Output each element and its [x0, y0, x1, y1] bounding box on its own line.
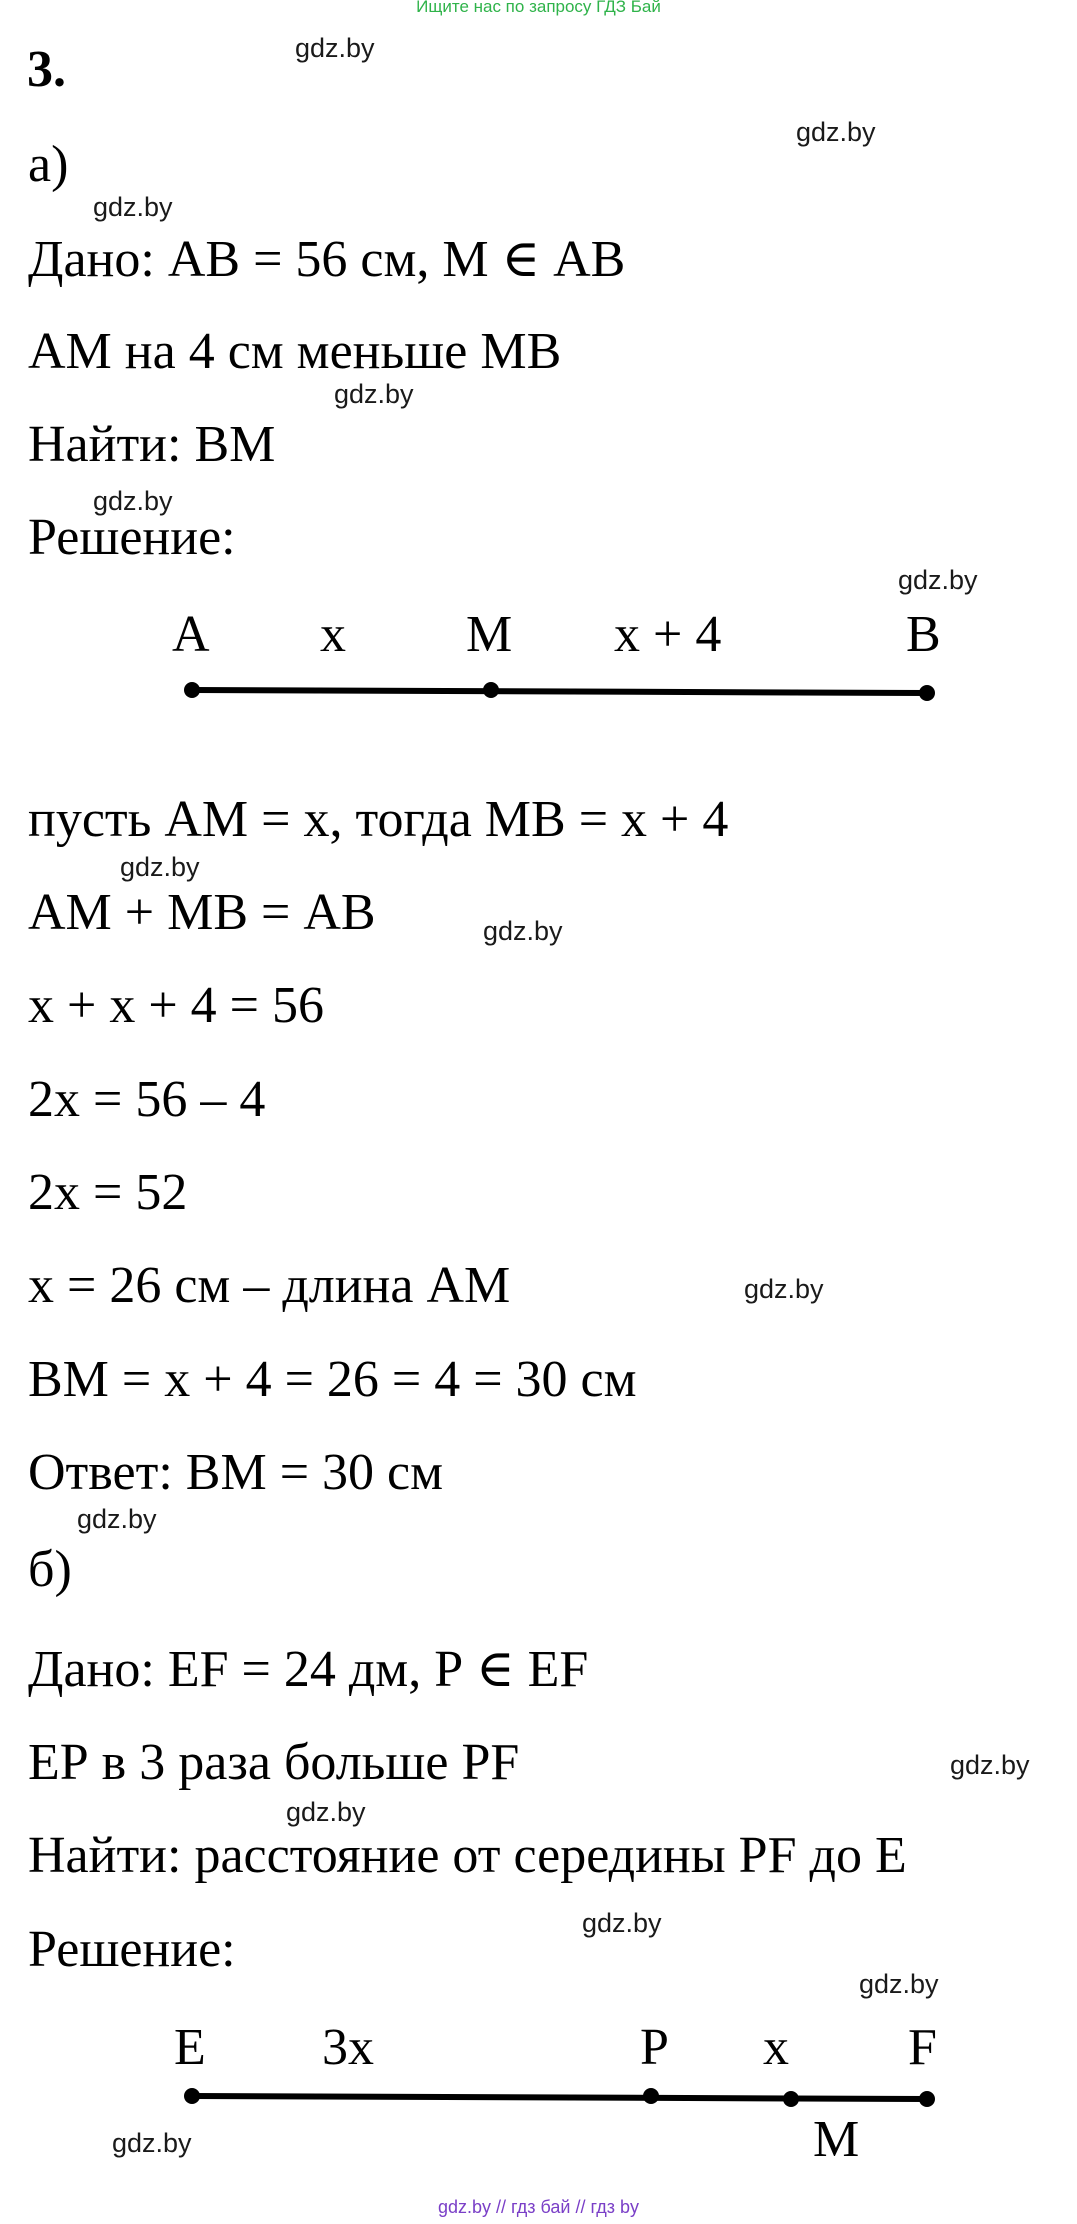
watermark: gdz.by — [120, 852, 200, 882]
watermark: gdz.by — [295, 33, 375, 63]
point-b-dot — [919, 685, 935, 701]
watermark: gdz.by — [93, 486, 173, 516]
part-a-find: Найти: ВМ — [28, 416, 276, 473]
point-m-label: M — [466, 606, 513, 663]
watermark: gdz.by — [744, 1274, 824, 1304]
point-a-dot — [184, 682, 200, 698]
part-a-given: Дано: АВ = 56 см, М ∈ АВ — [28, 231, 626, 288]
point-e-dot — [184, 2088, 200, 2104]
watermark: gdz.by — [112, 2128, 192, 2158]
part-a-solution-label: Решение: — [28, 509, 236, 566]
point-m-label: M — [813, 2111, 860, 2168]
segment-ab-line — [192, 690, 927, 693]
segment-ep-label: 3x — [322, 2019, 374, 2076]
segment-am-label: x — [320, 606, 346, 663]
segment-ef-line — [192, 2096, 927, 2099]
solution-line: ВМ = х + 4 = 26 = 4 = 30 см — [28, 1351, 637, 1408]
solution-line: 2х = 52 — [28, 1164, 188, 1221]
part-b-condition: EР в 3 раза больше РF — [28, 1734, 520, 1791]
part-a-label: а) — [28, 136, 69, 193]
point-b-label: B — [906, 606, 941, 663]
point-m-dot — [483, 682, 499, 698]
point-p-label: P — [640, 2019, 669, 2076]
watermark: gdz.by — [859, 1969, 939, 1999]
solution-line: пусть АМ = х, тогда МВ = х + 4 — [28, 791, 729, 848]
segment-ab — [184, 682, 935, 701]
solution-line: 2х = 56 – 4 — [28, 1071, 266, 1128]
point-e-label: E — [174, 2019, 206, 2076]
point-f-label: F — [908, 2019, 937, 2076]
segment-ef — [184, 2088, 935, 2107]
top-banner[interactable]: Ищите нас по запросу ГДЗ Бай — [416, 0, 661, 16]
point-p-dot — [643, 2088, 659, 2104]
part-b-given: Дано: EF = 24 дм, Р ∈ EF — [28, 1641, 589, 1698]
watermark: gdz.by — [77, 1504, 157, 1534]
point-f-dot — [919, 2091, 935, 2107]
point-a-label: A — [172, 606, 210, 663]
part-b-find: Найти: расстояние от середины РF до E — [28, 1827, 907, 1884]
watermark: gdz.by — [796, 117, 876, 147]
answer-line: Ответ: ВМ = 30 см — [28, 1444, 444, 1501]
segment-mb-label: x + 4 — [614, 606, 722, 663]
solution-line: х = 26 см – длина АМ — [28, 1257, 511, 1314]
solution-line: х + х + 4 = 56 — [28, 977, 324, 1034]
segment-pf-label: x — [763, 2019, 789, 2076]
task-number: 3. — [27, 41, 66, 98]
watermark: gdz.by — [286, 1797, 366, 1827]
watermark: gdz.by — [483, 916, 563, 946]
watermark: gdz.by — [582, 1908, 662, 1938]
part-a-condition: АМ на 4 см меньше МВ — [28, 323, 562, 380]
part-b-label: б) — [28, 1541, 72, 1598]
footer-links[interactable]: gdz.by // гдз бай // гдз by — [437, 2197, 640, 2217]
watermark: gdz.by — [334, 379, 414, 409]
watermark: gdz.by — [950, 1750, 1030, 1780]
solution-line: АМ + МВ = АВ — [28, 884, 376, 941]
watermark: gdz.by — [898, 565, 978, 595]
watermark: gdz.by — [93, 192, 173, 222]
part-b-solution-label: Решение: — [28, 1921, 236, 1978]
point-m-dot — [783, 2091, 799, 2107]
